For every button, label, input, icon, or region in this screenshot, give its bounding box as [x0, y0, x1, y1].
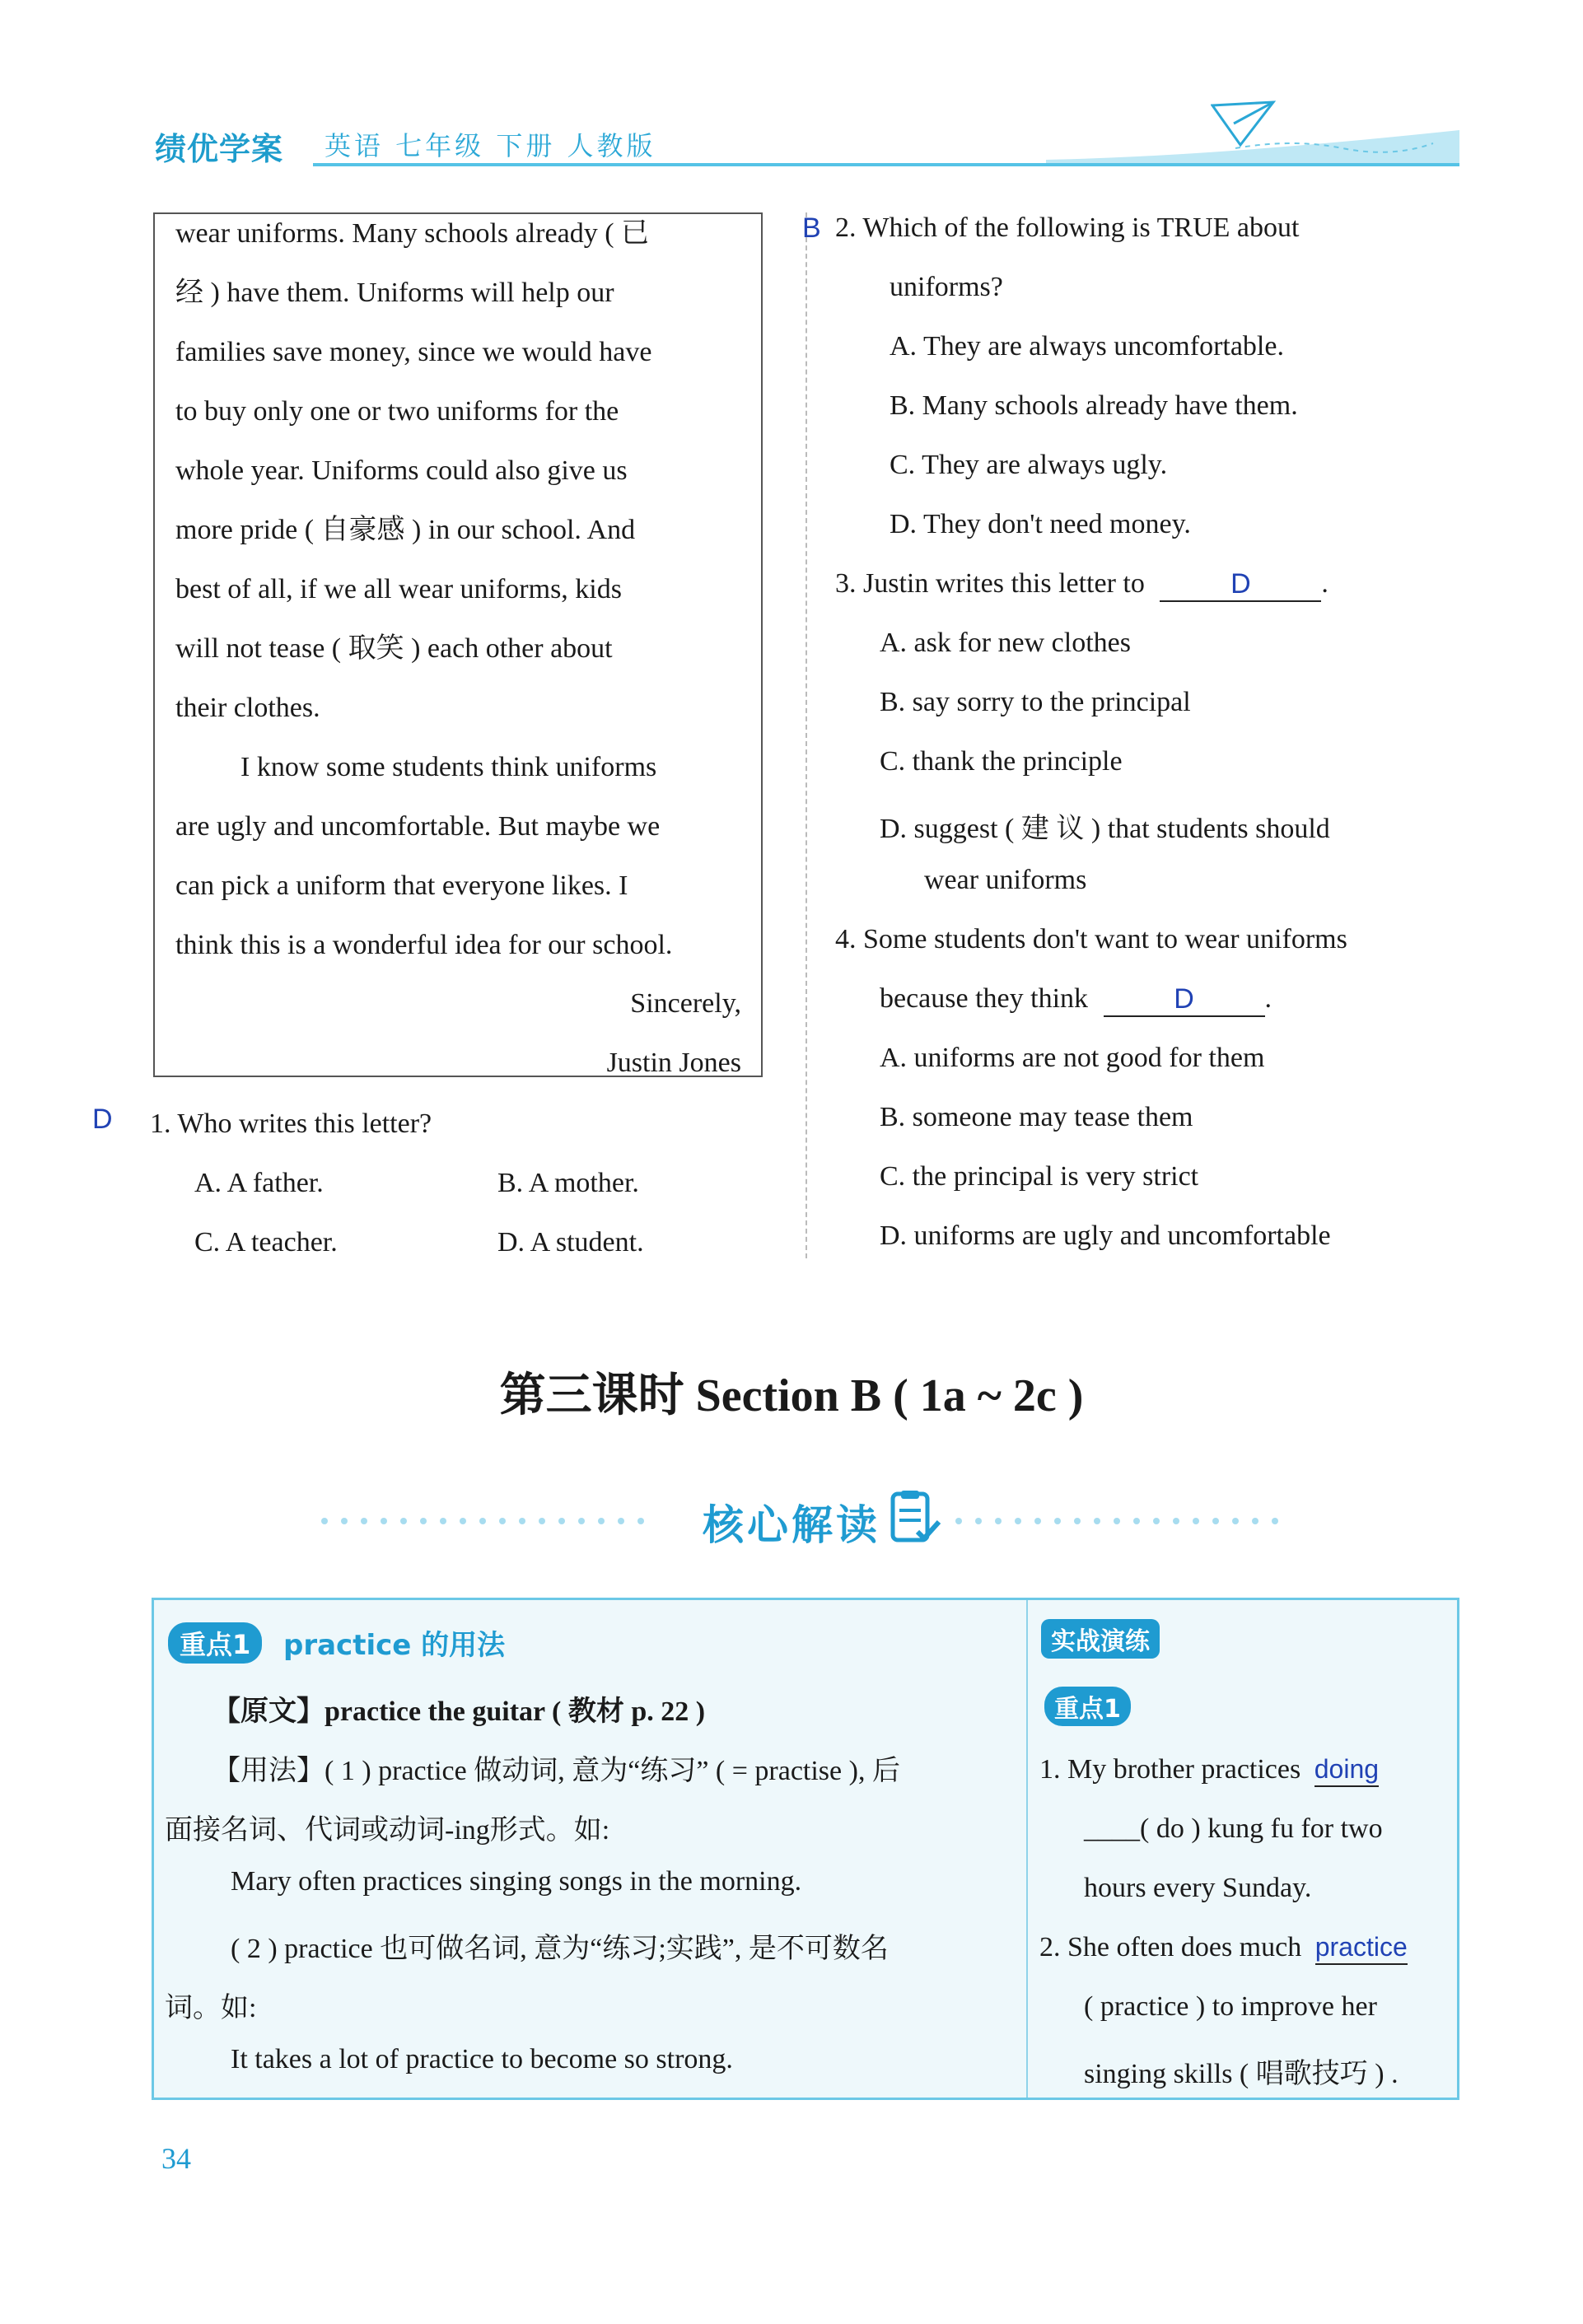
exercise-1-text: 1. My brother practices: [1039, 1754, 1301, 1785]
header-rule: [313, 163, 1459, 166]
q1-option: A. A father.: [194, 1168, 324, 1198]
q3-end: .: [1321, 568, 1329, 599]
usage-text: ( 2 ) practice 也可做名词, 意为“练习;实践”, 是不可数名: [231, 1934, 889, 1964]
letter-closing: Sincerely,: [630, 988, 741, 1019]
q4-option: A. uniforms are not good for them: [880, 1043, 1265, 1073]
letter-line: families save money, since we would have: [175, 337, 652, 367]
letter-line: best of all, if we all wear uniforms, kids: [175, 574, 622, 604]
original-text: 【原文】practice the guitar ( 教材 p. 22 ): [212, 1696, 706, 1727]
core-reading-title: 核心解读: [703, 1501, 880, 1549]
q4-stem-text: because they think: [880, 983, 1089, 1014]
q3-stem: [835, 568, 1329, 602]
checklist-icon: [890, 1489, 942, 1547]
letter-line: more pride ( 自豪感 ) in our school. And: [175, 515, 636, 545]
exercise-2-answer: practice: [1314, 1932, 1408, 1962]
exercise-1: [1039, 1754, 1379, 1787]
point-title: practice 的用法: [283, 1629, 506, 1662]
q2-stem: uniforms?: [890, 272, 1003, 302]
q4-option: B. someone may tease them: [880, 1102, 1193, 1132]
q2-option: A. They are always uncomfortable.: [890, 331, 1284, 362]
section-title: 第三课时 Section B ( 1a ~ 2c ): [499, 1370, 1084, 1421]
q1-answer: D: [92, 1104, 113, 1135]
q1-option: D. A student.: [497, 1227, 644, 1258]
q4-stem: 4. Some students don't want to wear uniforms: [835, 924, 1347, 954]
letter-line: 经 ) have them. Uniforms will help our: [175, 278, 614, 308]
q4-end: .: [1264, 983, 1272, 1014]
exercise-2-blank[interactable]: [1315, 1932, 1408, 1965]
letter-signature: Justin Jones: [606, 1048, 741, 1078]
q3-option: B. say sorry to the principal: [880, 687, 1191, 717]
q3-option: wear uniforms: [924, 865, 1087, 895]
column-divider: [806, 212, 807, 1258]
q1-option: B. A mother.: [497, 1168, 639, 1198]
page-number: 34: [161, 2142, 191, 2175]
exercise-1-line3: hours every Sunday.: [1084, 1873, 1312, 1903]
panel-divider: [1026, 1600, 1028, 2098]
q3-stem-text: 3. Justin writes this letter to: [835, 568, 1145, 599]
q2-answer: B: [802, 212, 821, 244]
q4-stem-line2: [880, 983, 1272, 1017]
exercise-1-answer: doing: [1314, 1754, 1380, 1784]
q3-option: D. suggest ( 建 议 ) that students should: [880, 814, 1330, 844]
q2-stem: 2. Which of the following is TRUE about: [835, 212, 1300, 243]
usage-text: 词。如:: [165, 1993, 257, 2023]
practice-badge: 实战演练: [1041, 1619, 1160, 1659]
point-badge: 重点1: [168, 1622, 262, 1664]
usage-text: 面接名词、代词或动词-ing形式。如:: [165, 1815, 610, 1846]
letter-line: can pick a uniform that everyone likes. I: [175, 870, 628, 901]
key-point-panel: [152, 1598, 1459, 2100]
usage-text: 【用法】( 1 ) practice 做动词, 意为“练习” ( = practise ), 后: [212, 1756, 900, 1786]
letter-line: to buy only one or two uniforms for the: [175, 396, 619, 427]
q4-option: C. the principal is very strict: [880, 1161, 1199, 1192]
q3-blank[interactable]: [1160, 568, 1321, 602]
q4-blank[interactable]: [1104, 983, 1265, 1017]
brand-logo: 绩优学案: [155, 131, 284, 167]
exercise-2-line2: ( practice ) to improve her: [1084, 1991, 1377, 2022]
q4-answer: D: [1174, 983, 1194, 1015]
letter-line: wear uniforms. Many schools already ( 已: [175, 218, 650, 249]
letter-line: think this is a wonderful idea for our school.: [175, 930, 673, 960]
practice-point-badge: 重点1: [1044, 1687, 1131, 1726]
q2-option: C. They are always ugly.: [890, 450, 1168, 480]
letter-line: will not tease ( 取笑 ) each other about: [175, 633, 613, 664]
q1-option: C. A teacher.: [194, 1227, 338, 1258]
book-subject: 英语 七年级 下册 人教版: [325, 130, 656, 161]
q3-answer: D: [1230, 568, 1251, 600]
exercise-2-text: 2. She often does much: [1039, 1932, 1302, 1962]
q2-option: D. They don't need money.: [890, 509, 1191, 539]
paper-plane-icon: [1211, 99, 1277, 148]
example-sentence: Mary often practices singing songs in the morning.: [231, 1866, 802, 1897]
exercise-1-short-blank: ____: [1084, 1813, 1140, 1844]
letter-line: whole year. Uniforms could also give us: [175, 455, 628, 486]
letter-line: their clothes.: [175, 693, 320, 723]
exercise-1-line2: [1084, 1813, 1383, 1845]
q1-stem: 1. Who writes this letter?: [150, 1108, 432, 1139]
exercise-1-text: ( do ) kung fu for two: [1140, 1813, 1383, 1844]
exercise-2: [1039, 1932, 1408, 1965]
dotted-divider-right: [955, 1518, 1285, 1524]
example-sentence: It takes a lot of practice to become so strong.: [231, 2044, 733, 2074]
letter-line: I know some students think uniforms: [240, 752, 657, 782]
q3-option: C. thank the principle: [880, 746, 1123, 777]
q2-option: B. Many schools already have them.: [890, 390, 1298, 421]
letter-line: are ugly and uncomfortable. But maybe we: [175, 811, 661, 842]
q4-option: D. uniforms are ugly and uncomfortable: [880, 1220, 1331, 1251]
exercise-1-blank[interactable]: [1314, 1754, 1379, 1787]
q3-option: A. ask for new clothes: [880, 628, 1131, 658]
exercise-2-line3: singing skills ( 唱歌技巧 ) .: [1084, 2059, 1399, 2089]
